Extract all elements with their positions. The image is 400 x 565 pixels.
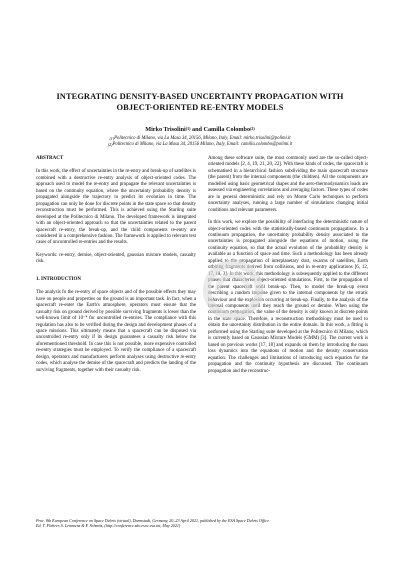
author-line bbox=[40, 126, 360, 133]
introduction-heading: 1. INTRODUCTION bbox=[36, 276, 82, 282]
right-paragraph-2: In this work, we explore the possibility of interfacing the deterministic nature of object-oriented codes with the statistically-based continuum propagations. In a continuum propagation, the uncertainty probability density associated to the uncertainties is propagated alongside the equations of motion, using the continuity equation, so that the actual evolution of the probability density is available as a function of space and time. Such a methodology has been already applied to the propagation of interplanetary dust, swarms of satellites, Earth orbiting fragments derived from collisions, and in re-entry applications [6, 12, 17, 18, 3]. In this work, this methodology is subsequently applied to the different phases that characterise object-oriented simulations. First, to the propagation of the parent spacecraft until break-up. Then, to model the break-up event describing a random impulse given to the internal components by the erratic behaviour and the explosion occurring at break-up. Finally, to the analysis of the internal components until they reach the ground or demise. When using the continuum propagation, the value of the density is only known at discrete points in the state space. Therefore, a reconstruction methodology must be used to obtain the uncertainty distribution in the entire domain. In this work, a fitting is performed using the Starling suite developed at the Politecnico di Milano, which is currently based on Gaussian Mixture Models (GMM) [3]. The current work is based on previous works [17, 18] and expands on them by introducing the mass loss dynamics into the equations of motion and the density conservation equation. The challenges and limitations of introducing such equation for the propagation and the continuity hypothesis are discussed. The continuum propagation and the reconstruc- bbox=[208, 220, 368, 374]
keywords: Keywords: re-entry, demise, object-oriented, gaussian mixture models, casualty risk. bbox=[36, 252, 196, 265]
affiliation-2 bbox=[30, 142, 370, 148]
author-2-affiliation-mark: (2) bbox=[250, 126, 255, 131]
author-1-affiliation-mark: (1) bbox=[185, 126, 191, 131]
affiliation-1-mark: (1) bbox=[109, 136, 115, 141]
affiliation-2-text: Politecnico di Milano, via La Masa 34, 20156 Milano, Italy, Email: camilla.colombo@polimi.it bbox=[112, 142, 293, 147]
abstract-heading: ABSTRACT bbox=[36, 156, 64, 161]
title-line-1: INTEGRATING DENSITY-BASED UNCERTAINTY PROPAGATION WITH bbox=[56, 92, 344, 101]
introduction-text: The analysis fo the re-entry of space objects and of the possible effects they may have on people and properties on the ground is an important task. In fact, when a spacecraft re-enter the Earth's atmosphere, operators must ensure that the casualty risk on ground derived by possible surviving fragments is lower than the well-known limit of 10⁻⁴ for uncontrolled re-entries. The compliance with this regulation has also to be verified during the design and development phases of a space missions. This ultimately means that a spacecraft can be disposed via uncontrolled re-entry only if its design guarantees a casualty risk below the aforementioned threshold. In case this is not possible, more expensive controlled re-entry strategies must be employed. To verify the compliance of a spacecraft design, operators and manufacturers perform analyses using destructive re-entry codes, which analyse the demise of the spacecraft and predicts the landing of the surviving fragments, together with their casualty risk. bbox=[36, 290, 196, 373]
paper-title bbox=[40, 92, 360, 113]
footer bbox=[36, 518, 368, 529]
title-line-2: OBJECT-ORIENTED RE-ENTRY MODELS bbox=[116, 102, 284, 112]
author-1: Mirko Trisolini bbox=[145, 126, 186, 133]
esa-conference-watermark-icon bbox=[198, 255, 268, 325]
affiliation-2-mark: (2) bbox=[107, 142, 113, 147]
footer-line-1: Proc. 8th European Conference on Space Debris (virtual), Darmstadt, Germany, 20–23 April 2021, published by the ESA Space Debris Office bbox=[36, 518, 269, 523]
left-column bbox=[36, 156, 196, 374]
author-2: Camilla Colombo bbox=[203, 126, 251, 133]
abstract-text: In this work, the effect of uncertainties in the re-entry and break-up of satellites is combined with a destructive re-entry analysis of object-oriented codes. The approach used to model the re-entry and propagate the relevant uncertainties is based on the continuity equation, where the uncertainty probability density is propagated alongside the trajectory to predict its evolution in time. The propagation can only be done for discrete points in the state space so that density reconstruction must be performed. This is achieved using the Starling suite developed at the Politecnico di Milano. The developed framework is integrated with an object-oriented approach so that the uncertainties related to the parent spacecraft re-entry, the break-up, and the child components re-entry are considered in a comprehensive fashion. The framework is applied to relevant test cases of uncontrolled re-entries and the results. bbox=[36, 169, 196, 246]
right-paragraph-1: Among these software suite, the most commonly used are the so-called object-oriented models [2, 4, 19, 21, 20, 22]. With these kinds of codes, the spacecraft is schematised in a hierarchical fashion subdividing the main spacecraft structure (the parent) from the internal components (the children). All the components are modelled using basic geometrical shapes and the aero-thermodynamics loads are assessed via engineering correlations and averaging factors. These types of codes are in general deterministic and rely on Monte Carlo techniques to perform uncertainty analyses, running a large number of simulations changing initial conditions and relevant parameters. bbox=[208, 156, 368, 213]
footer-line-2: Ed. T. Flohrer, S. Lemmens & F. Schmitz, (http://conference.sdo.esoc.esa.int, May 2021) bbox=[36, 523, 181, 529]
affiliation-1-text: Politecnico di Milano, via La Masa 34, 20156, Milano, Italy, Email: mirko.trisolini@polimi.it bbox=[114, 136, 291, 141]
author-separator: and bbox=[190, 126, 204, 133]
